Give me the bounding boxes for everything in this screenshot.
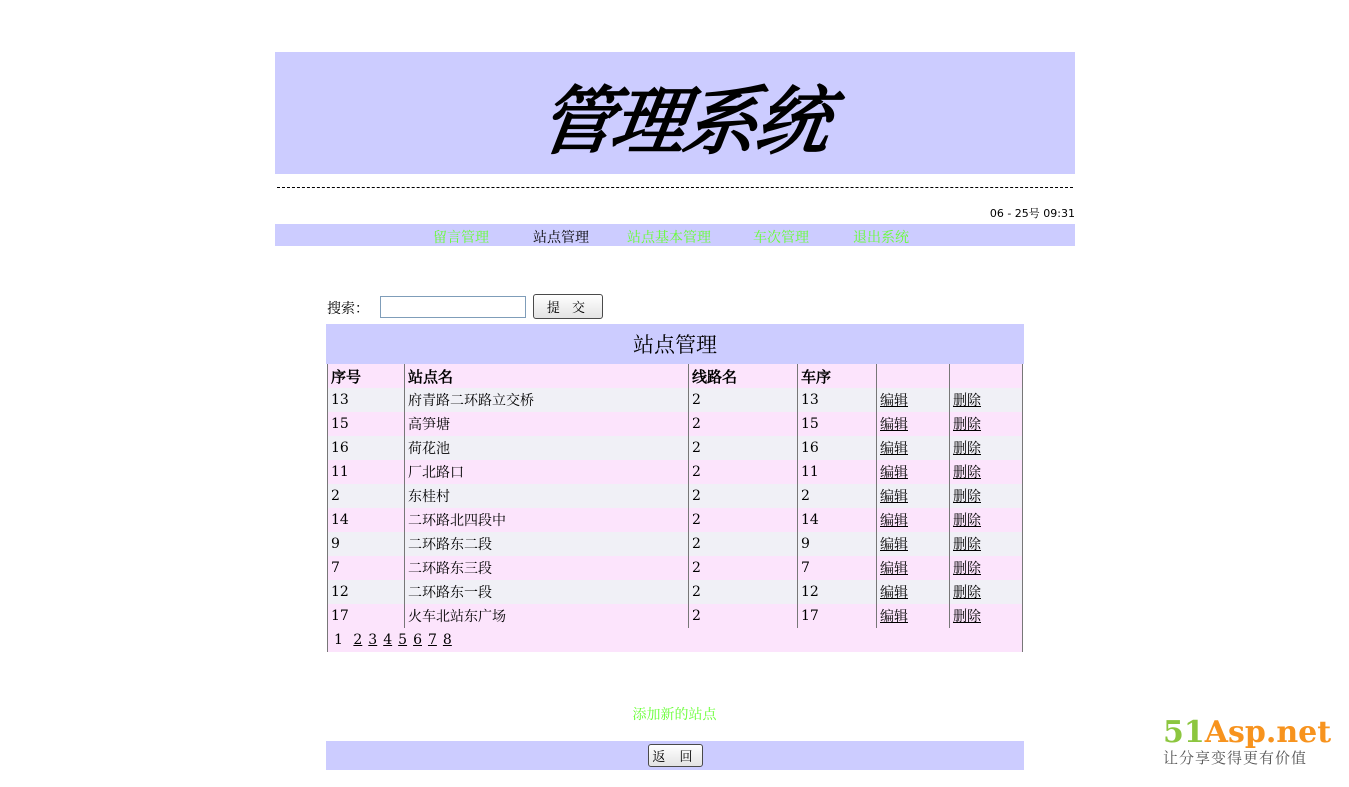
cell-id: 7: [328, 556, 405, 580]
add-station-link[interactable]: 添加新的站点: [632, 707, 717, 723]
delete-link[interactable]: 删除: [953, 537, 981, 553]
edit-cell: [877, 556, 950, 580]
edit-link[interactable]: 编辑: [880, 609, 908, 625]
datetime-display: 06 - 25号 09:31: [989, 207, 1075, 220]
search-label: 搜索：: [327, 301, 369, 317]
cell-id: 17: [328, 604, 405, 628]
table-row: [328, 556, 1023, 580]
page-link-wrapper: [398, 632, 407, 648]
page-link[interactable]: 4: [383, 632, 393, 648]
table-row: [328, 532, 1023, 556]
delete-cell: [950, 460, 1023, 484]
search-input[interactable]: [380, 296, 526, 318]
back-button[interactable]: 返 回: [648, 744, 703, 767]
cell-station-name: 二环路北四段中: [405, 508, 689, 532]
edit-cell: [877, 532, 950, 556]
add-station-container: [0, 704, 1349, 724]
table-row: [328, 604, 1023, 628]
watermark-brand: [1163, 717, 1343, 749]
page-link[interactable]: 3: [368, 632, 378, 648]
delete-cell: [950, 436, 1023, 460]
cell-order: 13: [798, 388, 877, 412]
watermark-brand-num: 51: [1163, 715, 1205, 750]
cell-line-name: 2: [689, 556, 798, 580]
edit-cell: [877, 412, 950, 436]
cell-station-name: 府青路二环路立交桥: [405, 388, 689, 412]
delete-link[interactable]: 删除: [953, 465, 981, 481]
column-header-line: 线路名: [689, 364, 798, 388]
cell-id: 15: [328, 412, 405, 436]
page-link-wrapper: [368, 632, 377, 648]
table-title: 站点管理: [326, 324, 1024, 364]
table-row: [328, 460, 1023, 484]
cell-order: 9: [798, 532, 877, 556]
station-table: [327, 364, 1023, 652]
page-link[interactable]: 2: [353, 632, 363, 648]
page-link[interactable]: 5: [398, 632, 408, 648]
page-link-wrapper: [443, 632, 452, 648]
edit-link[interactable]: 编辑: [880, 417, 908, 433]
cell-id: 13: [328, 388, 405, 412]
watermark-brand-text: Asp.net: [1204, 715, 1332, 750]
cell-id: 9: [328, 532, 405, 556]
cell-line-name: 2: [689, 412, 798, 436]
delete-cell: [950, 412, 1023, 436]
cell-order: 11: [798, 460, 877, 484]
edit-link[interactable]: 编辑: [880, 513, 908, 529]
delete-cell: [950, 532, 1023, 556]
edit-cell: [877, 436, 950, 460]
table-header-row: [328, 364, 1023, 388]
edit-link[interactable]: 编辑: [880, 393, 908, 409]
delete-link[interactable]: 删除: [953, 489, 981, 505]
page-link[interactable]: 6: [413, 632, 422, 648]
cell-order: 16: [798, 436, 877, 460]
page-link[interactable]: 8: [442, 632, 452, 648]
submit-button[interactable]: 提 交: [533, 294, 603, 319]
delete-link[interactable]: 删除: [953, 417, 981, 433]
cell-line-name: 2: [689, 388, 798, 412]
table-row: [328, 412, 1023, 436]
cell-id: 16: [328, 436, 405, 460]
main-nav: [275, 224, 1075, 246]
table-row: [328, 388, 1023, 412]
edit-cell: [877, 484, 950, 508]
edit-link[interactable]: 编辑: [880, 441, 908, 457]
cell-id: 12: [328, 580, 405, 604]
nav-station-management: 站点管理: [533, 230, 589, 246]
delete-link[interactable]: 删除: [953, 609, 981, 625]
edit-cell: [877, 508, 950, 532]
cell-order: 2: [798, 484, 877, 508]
nav-train-management[interactable]: 车次管理: [753, 230, 809, 246]
edit-link[interactable]: 编辑: [880, 561, 908, 577]
cell-line-name: 2: [689, 604, 798, 628]
nav-logout[interactable]: 退出系统: [853, 230, 909, 246]
delete-cell: [950, 508, 1023, 532]
page-current: 1: [334, 632, 343, 648]
cell-order: 17: [798, 604, 877, 628]
column-header-order: 车序: [798, 364, 877, 388]
watermark-slogan: 让分享变得更有价值: [1163, 749, 1308, 767]
page-link[interactable]: 7: [427, 632, 437, 648]
delete-cell: [950, 388, 1023, 412]
delete-link[interactable]: 删除: [953, 585, 981, 601]
page-link-wrapper: [413, 632, 422, 648]
cell-station-name: 高笋塘: [405, 412, 689, 436]
cell-line-name: 2: [689, 508, 798, 532]
cell-order: 15: [798, 412, 877, 436]
cell-station-name: 二环路东三段: [405, 556, 689, 580]
cell-station-name: 荷花池: [405, 436, 689, 460]
delete-cell: [950, 580, 1023, 604]
cell-id: 14: [328, 508, 405, 532]
cell-line-name: 2: [689, 436, 798, 460]
table-row: [328, 580, 1023, 604]
edit-cell: [877, 580, 950, 604]
cell-line-name: 2: [689, 484, 798, 508]
pager: [328, 628, 1023, 652]
edit-link[interactable]: 编辑: [880, 489, 908, 505]
column-header-id: 序号: [328, 364, 405, 388]
delete-link[interactable]: 删除: [953, 513, 981, 529]
cell-station-name: 二环路东一段: [405, 580, 689, 604]
edit-link[interactable]: 编辑: [880, 537, 908, 553]
delete-cell: [950, 484, 1023, 508]
nav-station-basic-management[interactable]: 站点基本管理: [627, 230, 711, 246]
station-table-panel: [326, 324, 1024, 652]
edit-cell: [877, 604, 950, 628]
page-link-wrapper: [383, 632, 392, 648]
cell-order: 14: [798, 508, 877, 532]
cell-id: 11: [328, 460, 405, 484]
cell-station-name: 厂北路口: [405, 460, 689, 484]
delete-cell: [950, 556, 1023, 580]
cell-line-name: 2: [689, 580, 798, 604]
column-header-station: 站点名: [405, 364, 689, 388]
footer-bar: [326, 741, 1024, 770]
delete-cell: [950, 604, 1023, 628]
cell-line-name: 2: [689, 460, 798, 484]
delete-link[interactable]: 删除: [953, 393, 981, 409]
cell-id: 2: [328, 484, 405, 508]
table-row: [328, 508, 1023, 532]
page-link-wrapper: [428, 632, 437, 648]
column-header-edit: [877, 364, 950, 388]
cell-station-name: 火车北站东广场: [405, 604, 689, 628]
edit-link[interactable]: 编辑: [880, 585, 908, 601]
header-banner: [275, 52, 1075, 174]
table-row: [328, 484, 1023, 508]
watermark-logo: [1163, 717, 1343, 767]
delete-link[interactable]: 删除: [953, 441, 981, 457]
cell-station-name: 东桂村: [405, 484, 689, 508]
delete-link[interactable]: 删除: [953, 561, 981, 577]
dashed-divider: [277, 187, 1073, 188]
table-body: [328, 388, 1023, 628]
edit-cell: [877, 388, 950, 412]
cell-station-name: 二环路东二段: [405, 532, 689, 556]
column-header-delete: [950, 364, 1023, 388]
cell-order: 7: [798, 556, 877, 580]
app-title: 管理系统: [534, 79, 835, 165]
edit-cell: [877, 460, 950, 484]
cell-line-name: 2: [689, 532, 798, 556]
page-links: [331, 632, 455, 648]
table-row: [328, 436, 1023, 460]
page-link-wrapper: [353, 632, 362, 648]
pager-row: [328, 628, 1023, 652]
cell-order: 12: [798, 580, 877, 604]
nav-message-management[interactable]: 留言管理: [433, 230, 489, 246]
edit-link[interactable]: 编辑: [880, 465, 908, 481]
